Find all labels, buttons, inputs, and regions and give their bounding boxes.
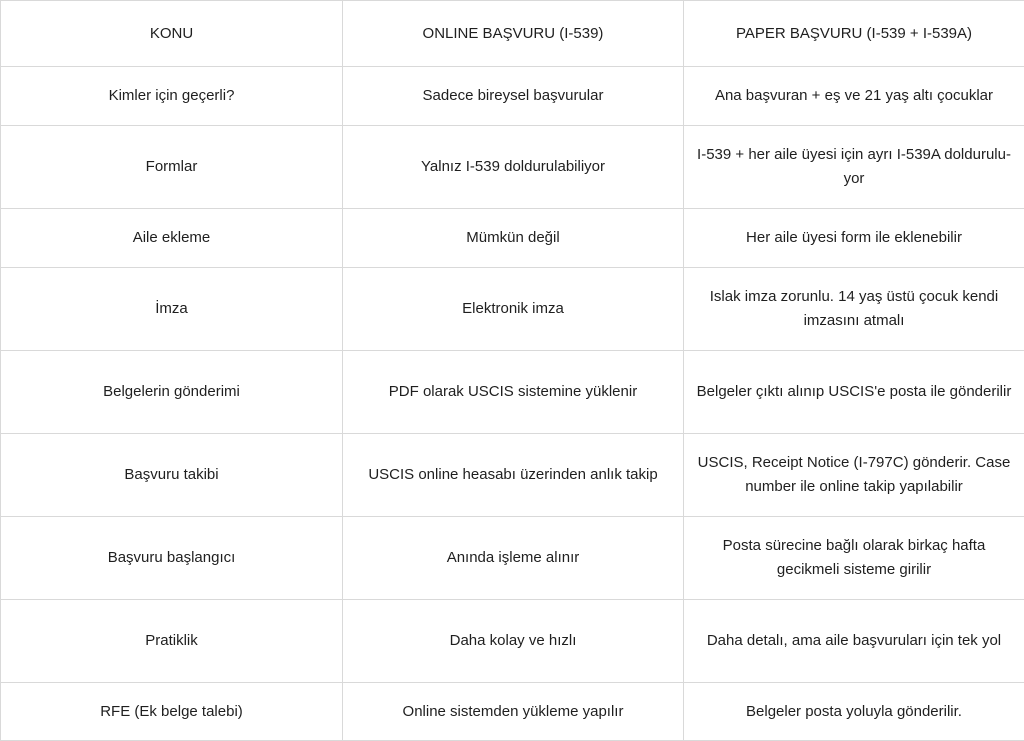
cell-topic: İmza	[1, 268, 343, 351]
cell-paper: USCIS, Receipt Notice (I-797C) gönderir. Case number ile online takip yapılabilir	[684, 434, 1024, 517]
table-row	[1, 268, 1024, 351]
cell-topic: Belgelerin gönderimi	[1, 351, 343, 434]
table-row	[1, 209, 1024, 268]
table-row	[1, 351, 1024, 434]
cell-online: Anında işleme alınır	[343, 517, 684, 600]
cell-topic: Aile ekleme	[1, 209, 343, 268]
header-paper: PAPER BAŞVURU (I-539 + I-539A)	[684, 1, 1024, 67]
cell-paper: Islak imza zorunlu. 14 yaş üstü çocuk kendi imzasını atmalı	[684, 268, 1024, 351]
cell-topic: RFE (Ek belge talebi)	[1, 683, 343, 741]
cell-topic: Başvuru başlangıcı	[1, 517, 343, 600]
table-header-row	[1, 1, 1024, 67]
cell-paper: Posta sürecine bağlı olarak birkaç hafta gecikmeli sisteme girilir	[684, 517, 1024, 600]
table-row	[1, 517, 1024, 600]
cell-paper: Belgeler çıktı alınıp USCIS'e posta ile gönderilir	[684, 351, 1024, 434]
cell-online: USCIS online heasabı üzerinden anlık takip	[343, 434, 684, 517]
cell-online: Sadece bireysel başvurular	[343, 67, 684, 126]
cell-topic: Pratiklik	[1, 600, 343, 683]
cell-online: Elektronik imza	[343, 268, 684, 351]
table-row	[1, 434, 1024, 517]
cell-paper: I-539 + her aile üyesi için ayrı I-539A dolduruluyor	[684, 126, 1024, 209]
cell-paper: Her aile üyesi form ile eklenebilir	[684, 209, 1024, 268]
cell-online: PDF olarak USCIS sistemine yüklenir	[343, 351, 684, 434]
cell-topic: Kimler için geçerli?	[1, 67, 343, 126]
cell-topic: Formlar	[1, 126, 343, 209]
cell-topic: Başvuru takibi	[1, 434, 343, 517]
cell-online: Online sistemden yükleme yapılır	[343, 683, 684, 741]
table-row	[1, 126, 1024, 209]
cell-paper: Belgeler posta yoluyla gönderilir.	[684, 683, 1024, 741]
cell-online: Yalnız I-539 doldurulabiliyor	[343, 126, 684, 209]
cell-paper: Daha detalı, ama aile başvuruları için tek yol	[684, 600, 1024, 683]
table-row	[1, 600, 1024, 683]
header-konu: KONU	[1, 1, 343, 67]
table-row	[1, 683, 1024, 741]
cell-paper: Ana başvuran + eş ve 21 yaş altı çocuklar	[684, 67, 1024, 126]
table-row	[1, 67, 1024, 126]
cell-online: Daha kolay ve hızlı	[343, 600, 684, 683]
cell-online: Mümkün değil	[343, 209, 684, 268]
header-online: ONLINE BAŞVURU (I-539)	[343, 1, 684, 67]
